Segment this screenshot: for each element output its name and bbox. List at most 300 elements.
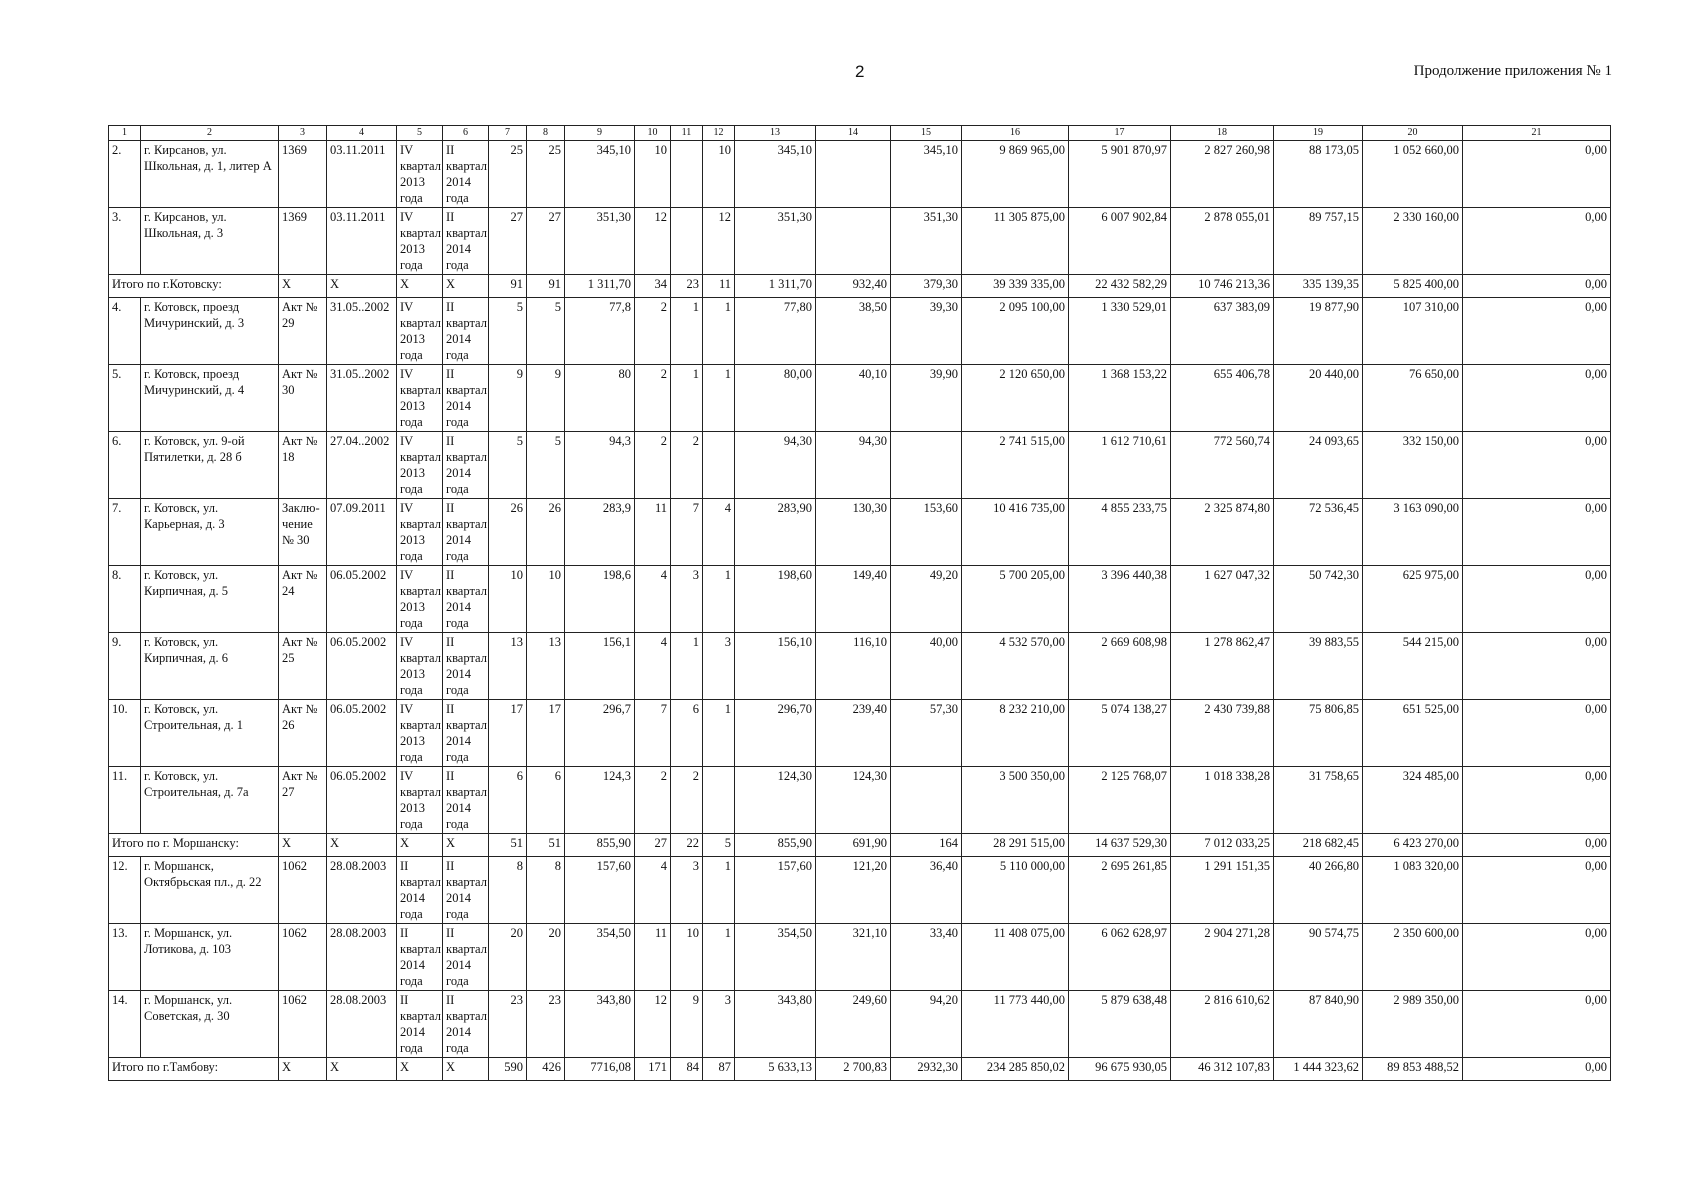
table-cell: 354,50 (565, 924, 635, 991)
table-cell: 691,90 (816, 834, 891, 857)
table-cell: 1 (671, 365, 703, 432)
table-cell: г. Котовск, ул. Строительная, д. 1 (141, 700, 279, 767)
column-header: 15 (891, 126, 962, 141)
table-cell: 40,10 (816, 365, 891, 432)
table-cell: 249,60 (816, 991, 891, 1058)
table-cell: Заклю-чение № 30 (279, 499, 327, 566)
table-header-row (109, 126, 1611, 141)
table-total-row (109, 834, 1611, 857)
table-cell: 124,30 (735, 767, 816, 834)
table-cell: 0,00 (1463, 432, 1611, 499)
table-cell: 8. (109, 566, 141, 633)
column-header: 19 (1274, 126, 1363, 141)
table-cell: 22 432 582,29 (1069, 275, 1171, 298)
table-row (109, 924, 1611, 991)
table-cell: 1062 (279, 991, 327, 1058)
table-cell: 36,40 (891, 857, 962, 924)
table-cell: X (397, 834, 443, 857)
table-row (109, 432, 1611, 499)
table-cell: 4 (635, 857, 671, 924)
table-cell: 8 232 210,00 (962, 700, 1069, 767)
table-cell: II квартал 2014 года (443, 208, 489, 275)
table-cell: 351,30 (891, 208, 962, 275)
table-cell: 335 139,35 (1274, 275, 1363, 298)
table-cell: IV квартал 2013 года (397, 499, 443, 566)
table-cell: 1369 (279, 141, 327, 208)
table-cell: 14 637 529,30 (1069, 834, 1171, 857)
table-cell: 10 (527, 566, 565, 633)
table-cell: 3 163 090,00 (1363, 499, 1463, 566)
data-table (108, 125, 1611, 1081)
column-header: 17 (1069, 126, 1171, 141)
table-cell: 1 018 338,28 (1171, 767, 1274, 834)
table-cell (703, 767, 735, 834)
table-cell: X (279, 275, 327, 298)
table-cell: 2 350 600,00 (1363, 924, 1463, 991)
table-cell: Акт № 25 (279, 633, 327, 700)
table-cell: 91 (527, 275, 565, 298)
table-cell: 90 574,75 (1274, 924, 1363, 991)
table-cell: 10 416 735,00 (962, 499, 1069, 566)
table-cell: 39 883,55 (1274, 633, 1363, 700)
table-cell: 1 311,70 (735, 275, 816, 298)
table-cell: 49,20 (891, 566, 962, 633)
table-cell: 2932,30 (891, 1058, 962, 1081)
table-cell: 84 (671, 1058, 703, 1081)
table-cell: 2 330 160,00 (1363, 208, 1463, 275)
table-cell: 345,10 (891, 141, 962, 208)
table-cell: IV квартал 2013 года (397, 208, 443, 275)
table-cell: IV квартал 2013 года (397, 141, 443, 208)
table-cell: 34 (635, 275, 671, 298)
table-cell: 31.05..2002 (327, 298, 397, 365)
table-cell: 76 650,00 (1363, 365, 1463, 432)
table-cell: 6 (489, 767, 527, 834)
table-cell (703, 432, 735, 499)
table-cell: 296,7 (565, 700, 635, 767)
table-cell: 5 825 400,00 (1363, 275, 1463, 298)
table-cell: 87 (703, 1058, 735, 1081)
table-cell: 72 536,45 (1274, 499, 1363, 566)
table-cell: г. Котовск, ул. Кирпичная, д. 6 (141, 633, 279, 700)
table-cell: 4 (635, 633, 671, 700)
table-cell: 149,40 (816, 566, 891, 633)
table-cell: 27 (489, 208, 527, 275)
table-cell: IV квартал 2013 года (397, 432, 443, 499)
table-cell: 5 633,13 (735, 1058, 816, 1081)
table-cell: 1 278 862,47 (1171, 633, 1274, 700)
table-cell: 234 285 850,02 (962, 1058, 1069, 1081)
table-cell: II квартал 2014 года (443, 700, 489, 767)
table-row (109, 633, 1611, 700)
table-cell: 0,00 (1463, 566, 1611, 633)
table-cell: г. Котовск, ул. Кирпичная, д. 5 (141, 566, 279, 633)
table-cell (816, 208, 891, 275)
table-cell: 1 (671, 633, 703, 700)
table-cell: 75 806,85 (1274, 700, 1363, 767)
table-cell: II квартал 2014 года (443, 857, 489, 924)
table-cell: 7. (109, 499, 141, 566)
table-cell: 51 (489, 834, 527, 857)
table-cell: 2 816 610,62 (1171, 991, 1274, 1058)
table-cell: 0,00 (1463, 857, 1611, 924)
table-cell: 14. (109, 991, 141, 1058)
table-cell: 2 (671, 432, 703, 499)
table-cell: 91 (489, 275, 527, 298)
table-cell: 0,00 (1463, 700, 1611, 767)
table-cell: 655 406,78 (1171, 365, 1274, 432)
table-cell: 11 305 875,00 (962, 208, 1069, 275)
table-cell: IV квартал 2013 года (397, 566, 443, 633)
table-cell: 39,90 (891, 365, 962, 432)
table-cell: 51 (527, 834, 565, 857)
table-cell: 17 (489, 700, 527, 767)
table-cell: 351,30 (735, 208, 816, 275)
table-cell: 28 291 515,00 (962, 834, 1069, 857)
table-cell: 2 125 768,07 (1069, 767, 1171, 834)
table-cell: 1 052 660,00 (1363, 141, 1463, 208)
table-cell: 38,50 (816, 298, 891, 365)
table-cell: 2 669 608,98 (1069, 633, 1171, 700)
table-cell: X (397, 275, 443, 298)
table-cell: 80 (565, 365, 635, 432)
table-cell: 2 741 515,00 (962, 432, 1069, 499)
table-cell: 10 (635, 141, 671, 208)
table-cell: II квартал 2014 года (397, 991, 443, 1058)
table-cell: 03.11.2011 (327, 141, 397, 208)
table-cell: 0,00 (1463, 365, 1611, 432)
table-cell: 651 525,00 (1363, 700, 1463, 767)
table-row (109, 700, 1611, 767)
table-cell: IV квартал 2013 года (397, 365, 443, 432)
table-cell: 2 (635, 365, 671, 432)
table-cell: X (443, 1058, 489, 1081)
table-cell: 3 (703, 991, 735, 1058)
table-cell: X (443, 275, 489, 298)
table-cell: 7716,08 (565, 1058, 635, 1081)
table-row (109, 566, 1611, 633)
table-cell: 107 310,00 (1363, 298, 1463, 365)
column-header: 16 (962, 126, 1069, 141)
table-cell: 20 (527, 924, 565, 991)
total-label: Итого по г. Моршанску: (109, 834, 279, 857)
table-cell: Акт № 24 (279, 566, 327, 633)
table-cell: 06.05.2002 (327, 566, 397, 633)
table-cell: II квартал 2014 года (443, 298, 489, 365)
table-row (109, 767, 1611, 834)
table-cell: II квартал 2014 года (443, 566, 489, 633)
column-header: 10 (635, 126, 671, 141)
table-cell: 426 (527, 1058, 565, 1081)
table-cell: 11. (109, 767, 141, 834)
table-cell: X (279, 1058, 327, 1081)
table-cell: 4 (635, 566, 671, 633)
table-cell: X (327, 834, 397, 857)
table-cell: 0,00 (1463, 991, 1611, 1058)
table-cell: 8 (489, 857, 527, 924)
table-cell: 0,00 (1463, 767, 1611, 834)
table-cell: Акт № 30 (279, 365, 327, 432)
table-cell: IV квартал 2013 года (397, 767, 443, 834)
table-cell: 96 675 930,05 (1069, 1058, 1171, 1081)
table-cell: 3 (703, 633, 735, 700)
table-cell: X (279, 834, 327, 857)
table-cell: II квартал 2014 года (397, 857, 443, 924)
table-cell: 1 (703, 857, 735, 924)
table-cell: 1 (703, 298, 735, 365)
table-cell: 1 368 153,22 (1069, 365, 1171, 432)
table-cell: 12. (109, 857, 141, 924)
table-cell: 0,00 (1463, 834, 1611, 857)
column-header: 4 (327, 126, 397, 141)
table-cell: 5 (703, 834, 735, 857)
table-cell: 9 (527, 365, 565, 432)
table-cell: 11 (703, 275, 735, 298)
column-header: 20 (1363, 126, 1463, 141)
table-cell: 2 095 100,00 (962, 298, 1069, 365)
table-cell: II квартал 2014 года (443, 141, 489, 208)
table-cell: 8 (527, 857, 565, 924)
table-cell: 31.05..2002 (327, 365, 397, 432)
column-header: 21 (1463, 126, 1611, 141)
column-header: 11 (671, 126, 703, 141)
table-cell: 77,8 (565, 298, 635, 365)
table-cell: г. Котовск, ул. Строительная, д. 7а (141, 767, 279, 834)
table-cell: 324 485,00 (1363, 767, 1463, 834)
table-cell: 11 (635, 924, 671, 991)
table-cell: 23 (527, 991, 565, 1058)
table-cell: II квартал 2014 года (443, 633, 489, 700)
table-cell: IV квартал 2013 года (397, 633, 443, 700)
table-cell: 5 (527, 298, 565, 365)
table-cell: 855,90 (735, 834, 816, 857)
table-cell: Акт № 18 (279, 432, 327, 499)
table-cell: 379,30 (891, 275, 962, 298)
table-cell: г. Котовск, ул. Карьерная, д. 3 (141, 499, 279, 566)
table-cell: 20 (489, 924, 527, 991)
table-cell: Акт № 27 (279, 767, 327, 834)
table-cell: 10. (109, 700, 141, 767)
table-cell: г. Моршанск, ул. Лотикова, д. 103 (141, 924, 279, 991)
table-cell: 157,60 (565, 857, 635, 924)
column-header: 5 (397, 126, 443, 141)
table-cell: II квартал 2014 года (443, 767, 489, 834)
table-cell: 1 330 529,01 (1069, 298, 1171, 365)
column-header: 18 (1171, 126, 1274, 141)
table-cell: 0,00 (1463, 924, 1611, 991)
column-header: 13 (735, 126, 816, 141)
table-cell (671, 141, 703, 208)
table-cell: II квартал 2014 года (443, 432, 489, 499)
table-cell: 6 (527, 767, 565, 834)
table-cell: 5 110 000,00 (962, 857, 1069, 924)
table-cell: 3 (671, 566, 703, 633)
table-cell: 94,30 (816, 432, 891, 499)
table-cell: 156,1 (565, 633, 635, 700)
table-cell: 156,10 (735, 633, 816, 700)
table-cell: 321,10 (816, 924, 891, 991)
table-cell: 157,60 (735, 857, 816, 924)
table-cell: 3 396 440,38 (1069, 566, 1171, 633)
appendix-continuation-label: Продолжение приложения № 1 (1413, 63, 1612, 79)
table-cell: 332 150,00 (1363, 432, 1463, 499)
total-label: Итого по г.Котовску: (109, 275, 279, 298)
table-row (109, 298, 1611, 365)
table-cell: 4. (109, 298, 141, 365)
table-cell: 1062 (279, 924, 327, 991)
table-cell: 89 853 488,52 (1363, 1058, 1463, 1081)
table-cell: 46 312 107,83 (1171, 1058, 1274, 1081)
table-cell: 5 (489, 432, 527, 499)
table-cell: 03.11.2011 (327, 208, 397, 275)
table-cell: 932,40 (816, 275, 891, 298)
table-cell: 12 (635, 991, 671, 1058)
table-cell: 40,00 (891, 633, 962, 700)
table-cell: 0,00 (1463, 633, 1611, 700)
table-cell: 0,00 (1463, 499, 1611, 566)
table-cell: 855,90 (565, 834, 635, 857)
table-cell: 28.08.2003 (327, 991, 397, 1058)
table-cell: IV квартал 2013 года (397, 298, 443, 365)
table-cell: 5 074 138,27 (1069, 700, 1171, 767)
table-cell: 218 682,45 (1274, 834, 1363, 857)
table-cell: 1 (671, 298, 703, 365)
table-cell: 0,00 (1463, 298, 1611, 365)
table-cell: 164 (891, 834, 962, 857)
table-cell: 27 (527, 208, 565, 275)
table-cell: 50 742,30 (1274, 566, 1363, 633)
table-cell: 10 (703, 141, 735, 208)
table-cell: 1369 (279, 208, 327, 275)
table-cell: 283,90 (735, 499, 816, 566)
table-cell: 20 440,00 (1274, 365, 1363, 432)
table-cell: 2 120 650,00 (962, 365, 1069, 432)
table-cell: 12 (635, 208, 671, 275)
table-cell: 5 (527, 432, 565, 499)
table-cell: 4 532 570,00 (962, 633, 1069, 700)
table-cell: X (397, 1058, 443, 1081)
table-cell: 544 215,00 (1363, 633, 1463, 700)
table-cell: 5 700 205,00 (962, 566, 1069, 633)
table-cell: 345,10 (735, 141, 816, 208)
table-cell: 7 (671, 499, 703, 566)
table-cell: IV квартал 2013 года (397, 700, 443, 767)
table-cell: 11 773 440,00 (962, 991, 1069, 1058)
table-cell: 124,3 (565, 767, 635, 834)
table-cell: 7 (635, 700, 671, 767)
table-cell: 6 (671, 700, 703, 767)
table-cell: 121,20 (816, 857, 891, 924)
table-cell: 2 (671, 767, 703, 834)
table-cell: 2 695 261,85 (1069, 857, 1171, 924)
table-cell: 2 827 260,98 (1171, 141, 1274, 208)
table-cell: 06.05.2002 (327, 700, 397, 767)
table-cell: 9 (671, 991, 703, 1058)
table-cell: 94,3 (565, 432, 635, 499)
table-cell: 1 (703, 700, 735, 767)
table-cell: 77,80 (735, 298, 816, 365)
table-cell: 87 840,90 (1274, 991, 1363, 1058)
table-cell: 5 879 638,48 (1069, 991, 1171, 1058)
table-cell: 9 869 965,00 (962, 141, 1069, 208)
table-cell: 22 (671, 834, 703, 857)
table-cell: 1 (703, 924, 735, 991)
table-cell: 2 430 739,88 (1171, 700, 1274, 767)
table-cell: г. Котовск, проезд Мичуринский, д. 4 (141, 365, 279, 432)
table-cell: 10 746 213,36 (1171, 275, 1274, 298)
table-cell: 153,60 (891, 499, 962, 566)
total-label: Итого по г.Тамбову: (109, 1058, 279, 1081)
table-cell: II квартал 2014 года (397, 924, 443, 991)
table-cell: 7 012 033,25 (1171, 834, 1274, 857)
table-cell: 1 291 151,35 (1171, 857, 1274, 924)
table-cell: 354,50 (735, 924, 816, 991)
table-cell: 12 (703, 208, 735, 275)
table-cell: 1 627 047,32 (1171, 566, 1274, 633)
table-cell (891, 432, 962, 499)
table-cell: 13. (109, 924, 141, 991)
table-cell: 198,6 (565, 566, 635, 633)
table-total-row (109, 275, 1611, 298)
table-cell: 26 (527, 499, 565, 566)
table-cell: 1062 (279, 857, 327, 924)
table-cell: 1 (703, 365, 735, 432)
table-cell: 06.05.2002 (327, 633, 397, 700)
table-cell: 2 325 874,80 (1171, 499, 1274, 566)
table-cell: 28.08.2003 (327, 924, 397, 991)
table-cell: 25 (527, 141, 565, 208)
table-cell: 351,30 (565, 208, 635, 275)
table-cell: 57,30 (891, 700, 962, 767)
table-cell: 88 173,05 (1274, 141, 1363, 208)
table-cell: 772 560,74 (1171, 432, 1274, 499)
table-cell: 2 700,83 (816, 1058, 891, 1081)
column-header: 14 (816, 126, 891, 141)
column-header: 12 (703, 126, 735, 141)
table-cell: Акт № 29 (279, 298, 327, 365)
table-cell: II квартал 2014 года (443, 499, 489, 566)
table-cell: 6. (109, 432, 141, 499)
table-cell: Акт № 26 (279, 700, 327, 767)
table-cell: 1 083 320,00 (1363, 857, 1463, 924)
table-cell: X (327, 1058, 397, 1081)
table-cell: 2. (109, 141, 141, 208)
table-cell (891, 767, 962, 834)
table-cell: 27.04..2002 (327, 432, 397, 499)
table-cell: II квартал 2014 года (443, 991, 489, 1058)
table-cell: 1 311,70 (565, 275, 635, 298)
table-cell: II квартал 2014 года (443, 924, 489, 991)
column-header: 7 (489, 126, 527, 141)
table-cell: 9 (489, 365, 527, 432)
table-cell: 23 (489, 991, 527, 1058)
table-cell: 6 423 270,00 (1363, 834, 1463, 857)
table-cell: 124,30 (816, 767, 891, 834)
table-cell: 6 007 902,84 (1069, 208, 1171, 275)
table-cell: 198,60 (735, 566, 816, 633)
table-cell: X (443, 834, 489, 857)
table-cell: 283,9 (565, 499, 635, 566)
table-cell: 13 (527, 633, 565, 700)
column-header: 3 (279, 126, 327, 141)
table-cell: 345,10 (565, 141, 635, 208)
table-cell: 31 758,65 (1274, 767, 1363, 834)
table-cell: 11 (635, 499, 671, 566)
table-cell: г. Котовск, ул. 9-ой Пятилетки, д. 28 б (141, 432, 279, 499)
table-cell: 296,70 (735, 700, 816, 767)
table-cell: 0,00 (1463, 1058, 1611, 1081)
table-cell: 10 (671, 924, 703, 991)
